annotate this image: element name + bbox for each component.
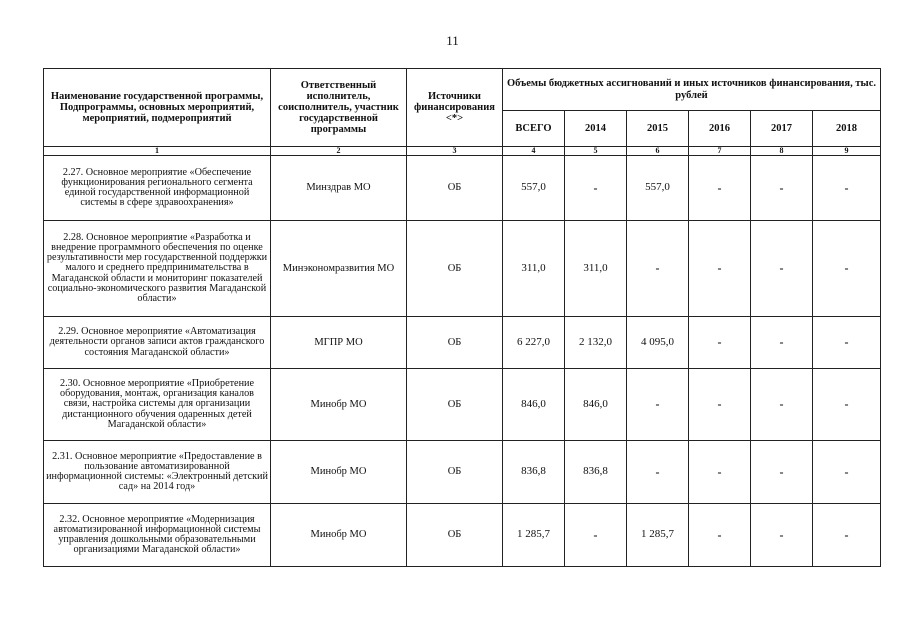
column-number: 6 <box>627 147 689 156</box>
header-year: 2017 <box>751 111 813 147</box>
header-total: ВСЕГО <box>503 111 565 147</box>
column-number: 7 <box>689 147 751 156</box>
row-value-2015: - <box>627 369 689 441</box>
row-value-2016: - <box>689 369 751 441</box>
row-source: ОБ <box>407 317 503 369</box>
row-value-2017: - <box>751 369 813 441</box>
row-value-2015: - <box>627 221 689 317</box>
header-volumes: Объемы бюджетных ассигнований и иных источников финансирования, тыс. рублей <box>503 69 881 111</box>
header-sources: Источники финансирования <*> <box>407 69 503 147</box>
header-year: 2018 <box>813 111 881 147</box>
column-number: 2 <box>271 147 407 156</box>
column-number: 4 <box>503 147 565 156</box>
row-value-2015: 557,0 <box>627 156 689 221</box>
row-value-2015: 4 095,0 <box>627 317 689 369</box>
page-number: 11 <box>446 33 459 48</box>
column-number: 5 <box>565 147 627 156</box>
row-total: 6 227,0 <box>503 317 565 369</box>
table-row <box>44 221 881 317</box>
row-source: ОБ <box>407 221 503 317</box>
row-value-2018: - <box>813 369 881 441</box>
row-executor: Минэкономразвития МО <box>271 221 407 317</box>
column-number: 3 <box>407 147 503 156</box>
row-name: 2.29. Основное мероприятие «Автоматизация деятельности органов записи актов гражданского состояния Магаданской области» <box>44 317 271 369</box>
row-executor: Минздрав МО <box>271 156 407 221</box>
header-name: Наименование государственной программы, Подпрограммы, основных мероприятий, мероприятий, подмероприятий <box>44 69 271 147</box>
row-name: 2.32. Основное мероприятие «Модернизация автоматизированной информационной системы управления дошкольными образовательными организациями Магаданской области» <box>44 504 271 567</box>
header-year: 2014 <box>565 111 627 147</box>
row-value-2016: - <box>689 504 751 567</box>
budget-table <box>43 68 881 567</box>
row-value-2017: - <box>751 221 813 317</box>
row-value-2014: - <box>565 504 627 567</box>
row-value-2016: - <box>689 221 751 317</box>
row-value-2015: - <box>627 441 689 504</box>
row-name: 2.31. Основное мероприятие «Предоставление в пользование автоматизированной информационной системы: «Электронный детский сад» на 2014 год» <box>44 441 271 504</box>
row-executor: Минобр МО <box>271 504 407 567</box>
row-total: 1 285,7 <box>503 504 565 567</box>
table-row <box>44 441 881 504</box>
table-row <box>44 317 881 369</box>
row-value-2016: - <box>689 156 751 221</box>
row-value-2017: - <box>751 317 813 369</box>
header-year: 2015 <box>627 111 689 147</box>
row-name: 2.27. Основное мероприятие «Обеспечение функционирования регионального сегмента единой государственной информационной системы в сфере здравоохранения» <box>44 156 271 221</box>
row-total: 557,0 <box>503 156 565 221</box>
row-name: 2.28. Основное мероприятие «Разработка и внедрение программного обеспечения по оценке результативности мер государственной поддержки малого и среднего предпринимательства в Магаданской области и мониторинг показателей социально-экономического развития Магаданской области» <box>44 221 271 317</box>
row-value-2018: - <box>813 221 881 317</box>
row-name: 2.30. Основное мероприятие «Приобретение оборудования, монтаж, организация каналов связи, настройка системы для организации дистанционного обучения одаренных детей Магаданской области» <box>44 369 271 441</box>
row-source: ОБ <box>407 369 503 441</box>
table-row <box>44 156 881 221</box>
column-number: 9 <box>813 147 881 156</box>
row-value-2014: - <box>565 156 627 221</box>
row-value-2014: 2 132,0 <box>565 317 627 369</box>
row-value-2015: 1 285,7 <box>627 504 689 567</box>
row-executor: МГПР МО <box>271 317 407 369</box>
column-number: 8 <box>751 147 813 156</box>
row-total: 836,8 <box>503 441 565 504</box>
row-value-2017: - <box>751 441 813 504</box>
row-value-2017: - <box>751 504 813 567</box>
table-row <box>44 369 881 441</box>
row-value-2016: - <box>689 441 751 504</box>
table-row <box>44 504 881 567</box>
row-value-2017: - <box>751 156 813 221</box>
row-value-2014: 311,0 <box>565 221 627 317</box>
row-source: ОБ <box>407 156 503 221</box>
row-value-2014: 846,0 <box>565 369 627 441</box>
row-value-2018: - <box>813 504 881 567</box>
column-number-row <box>44 147 881 156</box>
row-executor: Минобр МО <box>271 441 407 504</box>
row-value-2018: - <box>813 441 881 504</box>
row-executor: Минобр МО <box>271 369 407 441</box>
header-year: 2016 <box>689 111 751 147</box>
row-value-2016: - <box>689 317 751 369</box>
row-value-2018: - <box>813 156 881 221</box>
row-value-2014: 836,8 <box>565 441 627 504</box>
header-executor: Ответственный исполнитель, соисполнитель, участник государственной программы <box>271 69 407 147</box>
row-total: 846,0 <box>503 369 565 441</box>
row-total: 311,0 <box>503 221 565 317</box>
row-value-2018: - <box>813 317 881 369</box>
row-source: ОБ <box>407 441 503 504</box>
column-number: 1 <box>44 147 271 156</box>
row-source: ОБ <box>407 504 503 567</box>
